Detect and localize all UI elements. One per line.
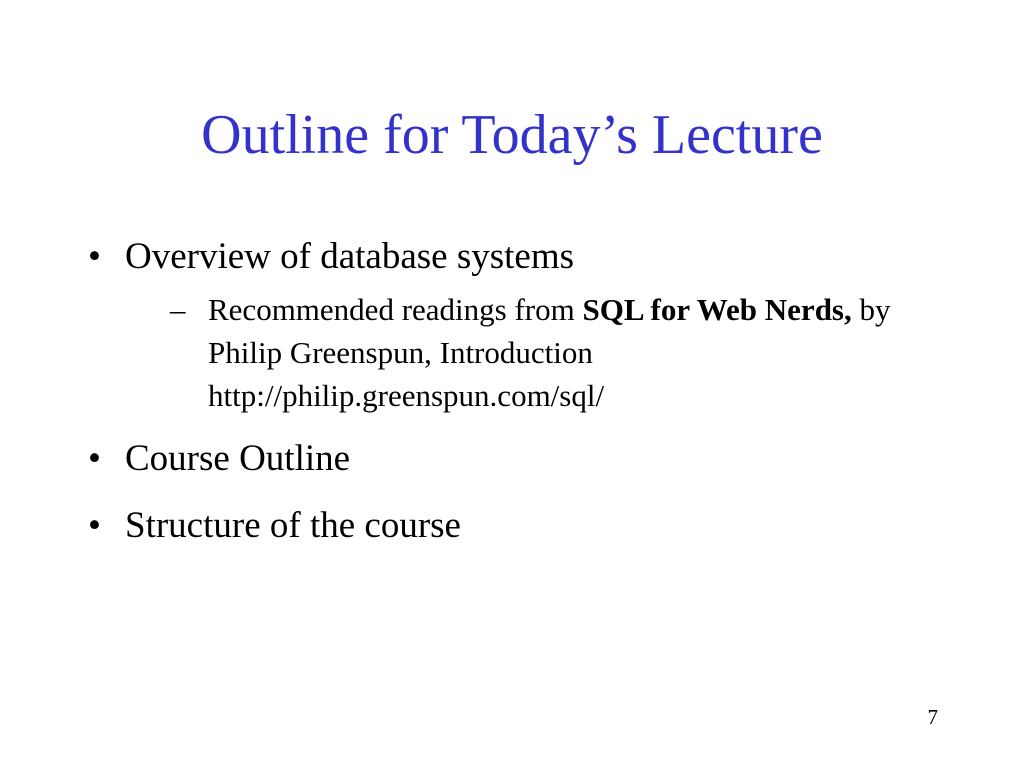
slide-title: Outline for Today’s Lecture	[201, 104, 823, 166]
sub-bullet-marker: –	[170, 292, 186, 327]
bullet-item	[88, 434, 918, 484]
bullet-marker: •	[88, 236, 101, 277]
bullet-text: Overview of database systems	[125, 236, 575, 277]
reading-url: http://philip.greenspun.com/sql/	[208, 378, 605, 413]
sub-bullet-prefix: Recommended readings from	[208, 292, 583, 327]
bullet-marker: •	[88, 505, 101, 546]
bullet-text: Structure of the course	[125, 505, 461, 546]
bullet-list	[88, 232, 918, 551]
sub-bullet-suffix: by Philip Greenspun, Introduction	[208, 292, 891, 370]
sub-bullet-item	[170, 288, 928, 417]
bullet-item	[88, 501, 918, 551]
page-number: 7	[927, 705, 938, 729]
bullet-marker: •	[88, 438, 101, 479]
bullet-text: Course Outline	[125, 438, 351, 479]
book-title: SQL for Web Nerds,	[582, 292, 852, 327]
bullet-item	[88, 232, 918, 417]
